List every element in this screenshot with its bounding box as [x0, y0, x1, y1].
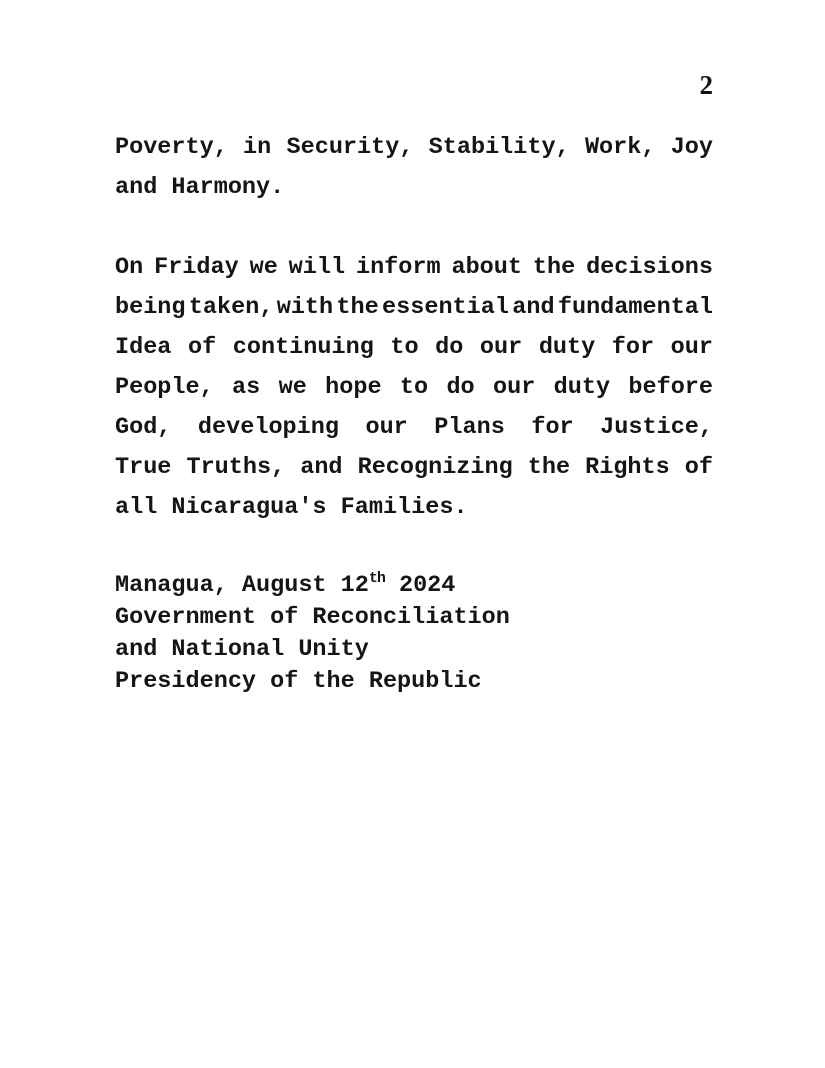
text-line: People, as we hope to do our duty before: [115, 374, 713, 401]
text-line: being taken, with the essential and fundamental: [115, 294, 713, 321]
text-line: God, developing our Plans for Justice,: [115, 414, 713, 441]
signature-line: and National Unity: [115, 636, 369, 663]
text-line: and Harmony.: [115, 174, 285, 201]
text-line: Idea of continuing to do our duty for our: [115, 334, 713, 361]
signature-line: Government of Reconciliation: [115, 604, 510, 631]
text-line: On Friday we will inform about the decisions: [115, 254, 713, 281]
text-line: all Nicaragua's Families.: [115, 494, 468, 521]
date-year: 2024: [384, 572, 456, 599]
text-line: Poverty, in Security, Stability, Work, Joy: [115, 134, 713, 161]
date-prefix: Managua, August 12: [115, 572, 369, 599]
text-line: True Truths, and Recognizing the Rights of: [115, 454, 713, 481]
page-number: 2: [699, 70, 713, 100]
document-body: [115, 128, 713, 698]
paragraph-1: [115, 128, 713, 208]
paragraph-2: [115, 248, 713, 528]
signature-line: Presidency of the Republic: [115, 668, 482, 695]
date-line: [115, 570, 713, 602]
date-ordinal-superscript: th: [368, 570, 385, 587]
signature-block: [115, 570, 713, 698]
